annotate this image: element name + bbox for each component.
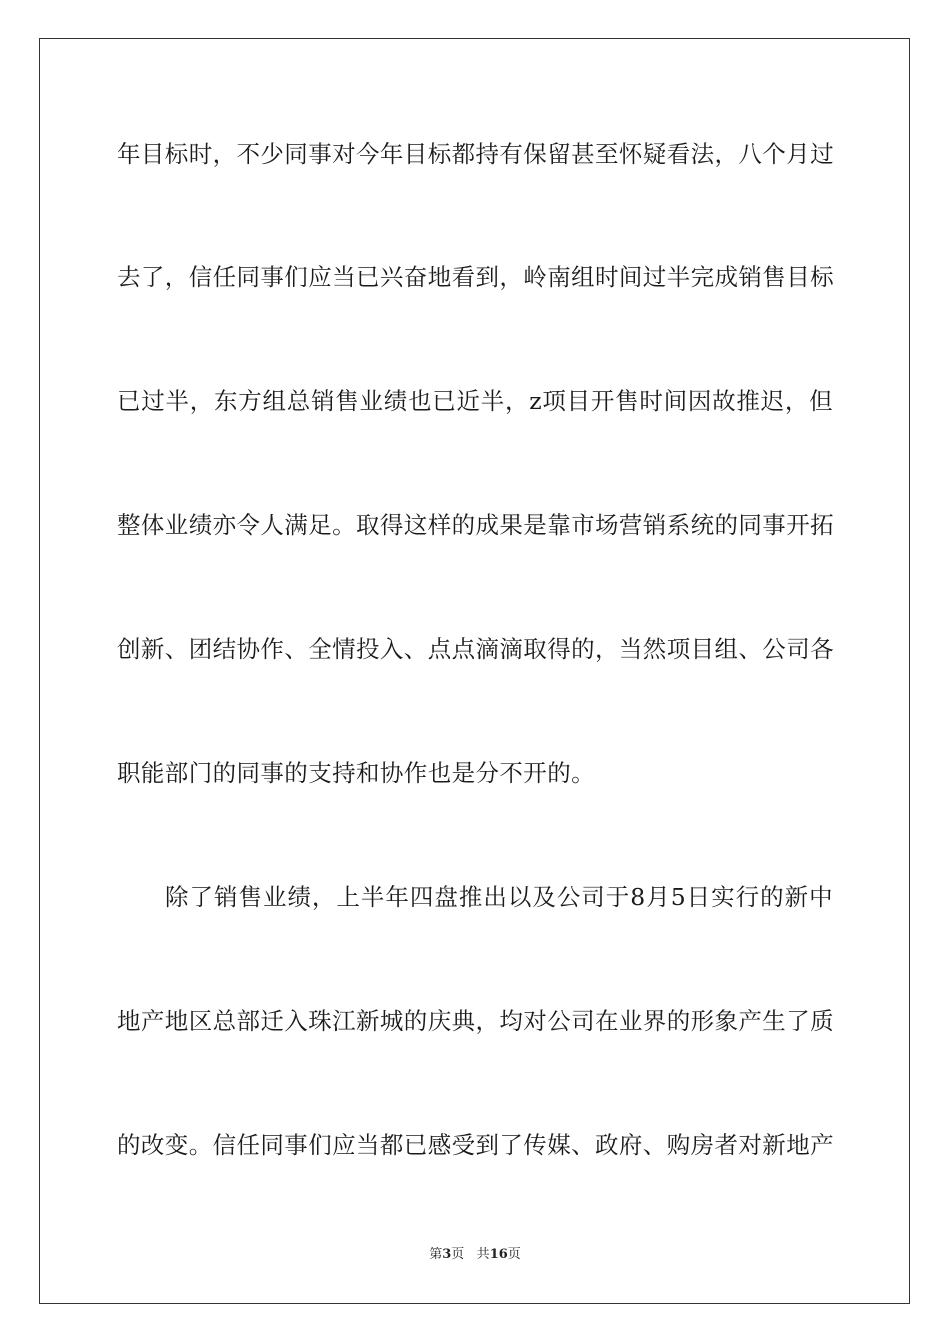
body-text-line-2: 去了，信任同事们应当已兴奋地看到，岭南组时间过半完成销售目标 bbox=[117, 263, 834, 291]
total-suffix: 页 bbox=[507, 1247, 521, 1262]
page-suffix: 页 bbox=[451, 1247, 465, 1262]
total-pages: 16 bbox=[489, 1247, 508, 1262]
body-text-line-7: 除了销售业绩，上半年四盘推出以及公司于8月5日实行的新中 bbox=[165, 883, 833, 911]
page-footer bbox=[0, 1247, 950, 1263]
page-border bbox=[39, 38, 910, 1304]
body-text-line-3: 已过半，东方组总销售业绩也已近半，z项目开售时间因故推迟，但 bbox=[117, 387, 833, 415]
body-text-line-6: 职能部门的同事的支持和协作也是分不开的。 bbox=[117, 759, 595, 787]
page-number: 3 bbox=[442, 1247, 452, 1262]
body-text-line-5: 创新、团结协作、全情投入、点点滴滴取得的，当然项目组、公司各 bbox=[117, 635, 834, 663]
body-text-line-1: 年目标时，不少同事对今年目标都持有保留甚至怀疑看法，八个月过 bbox=[117, 140, 834, 168]
body-text-line-9: 的改变。信任同事们应当都已感受到了传媒、政府、购房者对新地产 bbox=[117, 1131, 834, 1159]
body-text-line-4: 整体业绩亦令人满足。取得这样的成果是靠市场营销系统的同事开拓 bbox=[117, 511, 834, 539]
total-prefix: 共 bbox=[476, 1247, 490, 1262]
body-text-line-8: 地产地区总部迁入珠江新城的庆典，均对公司在业界的形象产生了质 bbox=[117, 1007, 834, 1035]
page-prefix: 第 bbox=[429, 1247, 443, 1262]
